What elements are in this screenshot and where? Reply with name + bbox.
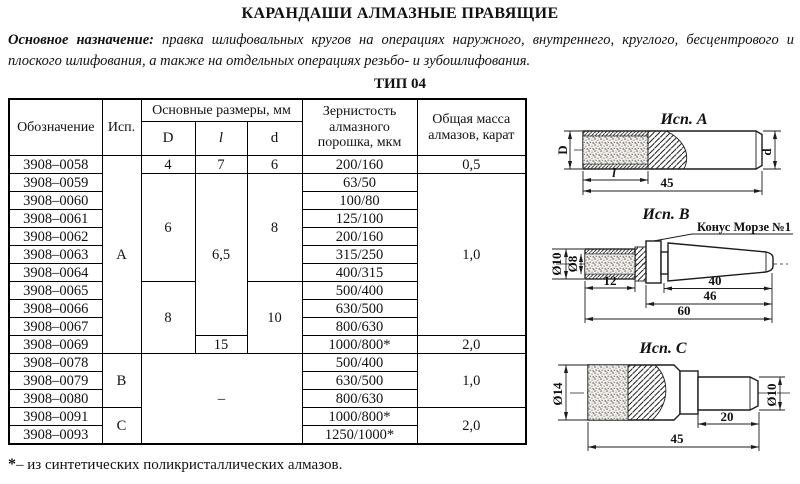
- dimension-20: [698, 409, 759, 451]
- dimension-45: [588, 422, 759, 451]
- table-cell: 125/100: [302, 210, 417, 228]
- dim-label-dia10: Ø10: [764, 383, 779, 407]
- purpose-text: правка шлифовальных кругов на операциях наружного, внутреннего, круглого, бесцентрового и плоского шлифования, а также на отдельных операциях резьбо- и зубошлифования.: [8, 32, 794, 70]
- drawing-a-label: Исп. А: [660, 111, 708, 128]
- table-cell: 315/250: [302, 246, 417, 264]
- collar-ring: [646, 241, 661, 283]
- footnote: [8, 456, 342, 474]
- table-cell: 2,0: [417, 336, 526, 354]
- dim-label-12: 12: [603, 273, 617, 288]
- table-cell: 800/630: [302, 318, 417, 336]
- table-cell: 1250/1000*: [302, 426, 417, 445]
- table-cell: 400/315: [302, 264, 417, 282]
- table-cell: 3908–0093: [9, 426, 102, 445]
- table-cell: 3908–0059: [9, 174, 102, 192]
- table-cell: 3908–0063: [9, 246, 102, 264]
- table-cell: 1000/800*: [302, 408, 417, 426]
- footnote-marker: *: [8, 456, 16, 473]
- page-title: КАРАНДАШИ АЛМАЗНЫЕ ПРАВЯЩИЕ: [241, 5, 559, 22]
- table-cell: 3908–0065: [9, 282, 102, 300]
- table-cell: 4: [141, 156, 195, 174]
- technical-drawings: [530, 98, 800, 484]
- table-cell: 500/400: [302, 354, 417, 372]
- table-cell: 630/500: [302, 300, 417, 318]
- table-cell: 6: [141, 174, 195, 282]
- tail-cylinder: [698, 377, 758, 410]
- table-cell: 800/630: [302, 390, 417, 408]
- col-dimensions-group: Основные размеры, мм: [141, 99, 302, 122]
- diamond-rim-top: [583, 131, 648, 136]
- table-cell: 1000/800*: [302, 336, 417, 354]
- table-cell: 63/50: [302, 174, 417, 192]
- table-row: [9, 156, 526, 174]
- step-collar: [680, 371, 698, 414]
- solder-band: [635, 247, 646, 281]
- table-cell: 8: [247, 174, 302, 282]
- table-cell: 10: [247, 282, 302, 354]
- dim-label-D: D: [555, 145, 570, 155]
- dim-label-45: 45: [670, 431, 684, 446]
- table-header: [9, 99, 526, 156]
- table-cell: 6,5: [195, 174, 247, 336]
- table-cell: 3908–0091: [9, 408, 102, 426]
- table-cell: 1,0: [417, 174, 526, 336]
- table-cell: 3908–0080: [9, 390, 102, 408]
- purpose-paragraph: [8, 30, 794, 72]
- diamond-section: [583, 136, 648, 164]
- dimension-dia8: [565, 254, 581, 274]
- table-cell: 3908–0069: [9, 336, 102, 354]
- collar-neck: [661, 252, 668, 274]
- table-cell: 3908–0061: [9, 210, 102, 228]
- drawing-c-label: Исп. С: [639, 340, 687, 357]
- table-cell: 100/80: [302, 192, 417, 210]
- table-cell: 3908–0078: [9, 354, 102, 372]
- col-dim-d: d: [247, 122, 302, 156]
- diamond-section: [588, 365, 628, 420]
- dimension-60: [585, 303, 772, 319]
- col-grain: Зернистость алмазного порошка, мкм: [302, 99, 417, 156]
- dim-label-46: 46: [703, 288, 717, 303]
- table-cell: 3908–0062: [9, 228, 102, 246]
- drawing-version-a: [555, 111, 781, 195]
- dim-label-dia8: Ø8: [565, 255, 580, 273]
- type-heading: ТИП 04: [373, 76, 427, 92]
- table-cell: 8: [141, 282, 195, 354]
- dim-label-dia14: Ø14: [550, 382, 565, 406]
- dim-label-dia10: Ø10: [549, 252, 564, 276]
- morse-cone-note: Конус Морзе №1: [697, 220, 791, 234]
- leader-line: [648, 234, 793, 242]
- table-cell: 200/160: [302, 228, 417, 246]
- drawing-version-b: [549, 206, 793, 323]
- table-cell: 7: [195, 156, 247, 174]
- col-mass: Общая масса алмазов, карат: [417, 99, 526, 156]
- col-dim-D: D: [141, 122, 195, 156]
- dim-label-d: d: [759, 148, 774, 156]
- table-row: [9, 354, 526, 372]
- spec-table: [8, 98, 527, 445]
- drawing-b-label: Исп. В: [642, 206, 690, 223]
- table-cell: 3908–0064: [9, 264, 102, 282]
- dim-label-40: 40: [708, 273, 722, 288]
- table-cell: 3908–0067: [9, 318, 102, 336]
- table-cell: 0,5: [417, 156, 526, 174]
- table-cell: 3908–0060: [9, 192, 102, 210]
- dimension-dia10-tail: [759, 377, 785, 410]
- table-cell: 1,0: [417, 354, 526, 408]
- dimension-dia14: [550, 365, 590, 420]
- dimension-45: [583, 171, 762, 195]
- dim-label-45: 45: [660, 175, 674, 190]
- table-cell: 15: [195, 336, 247, 354]
- footnote-text: – из синтетических поликристаллических алмазов.: [16, 457, 343, 473]
- dim-label-l: l: [612, 165, 616, 180]
- table-cell: 3908–0066: [9, 300, 102, 318]
- drawing-version-c: [550, 340, 790, 451]
- dim-label-20: 20: [720, 409, 734, 424]
- table-cell: 500/400: [302, 282, 417, 300]
- table-cell: 3908–0079: [9, 372, 102, 390]
- table-cell: 3908–0058: [9, 156, 102, 174]
- dimension-12: [585, 273, 635, 323]
- table-cell: –: [141, 354, 302, 445]
- col-designation: Обозначение: [9, 99, 102, 156]
- purpose-label: Основное назначение:: [8, 32, 154, 48]
- diamond-rim-top: [585, 249, 635, 254]
- table-cell: 200/160: [302, 156, 417, 174]
- col-version: Исп.: [102, 99, 141, 156]
- table-cell: 630/500: [302, 372, 417, 390]
- dim-label-60: 60: [677, 303, 691, 318]
- table-cell: 6: [247, 156, 302, 174]
- table-cell: С: [102, 408, 141, 445]
- table-row: [9, 174, 526, 192]
- table-cell: А: [102, 156, 141, 354]
- table-cell: В: [102, 354, 141, 408]
- table-body: [9, 156, 526, 445]
- diamond-core: [585, 254, 635, 274]
- col-dim-l: l: [195, 122, 247, 156]
- table-cell: 2,0: [417, 408, 526, 445]
